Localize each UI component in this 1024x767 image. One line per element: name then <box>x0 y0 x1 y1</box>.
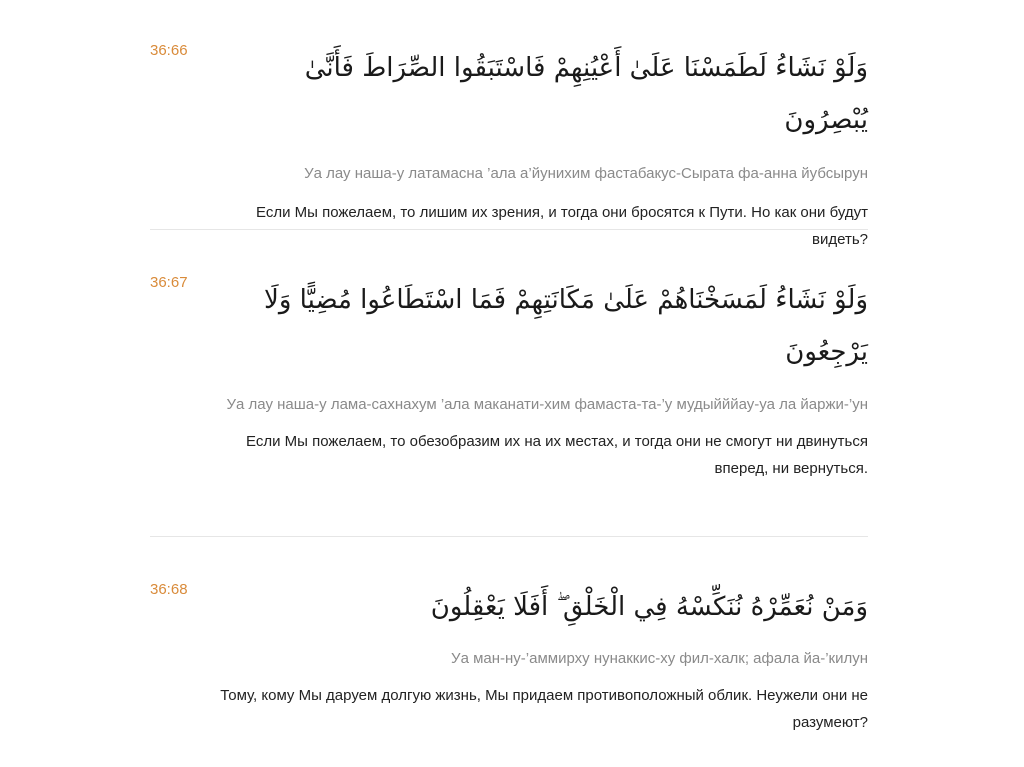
ayah-list <box>150 30 868 736</box>
transliteration-text: Уа лау наша-у латамасна ’ала а’йунихим фастабакус-Сырата фа-анна йубсырун <box>304 165 868 182</box>
transliteration-text: Уа ман-ну-’аммирху нунаккис-ху фил-халк; афала йа-’килун <box>451 650 868 667</box>
arabic-text: وَمَنْ نُعَمِّرْهُ نُنَكِّسْهُ فِي الْخَلْقِ ۖ أَفَلَا يَعْقِلُونَ <box>430 592 868 622</box>
ayah-block <box>150 537 868 736</box>
ayah-block <box>150 30 868 248</box>
translation-text: Если Мы пожелаем, то лишим их зрения, и тогда они бросятся к Пути. Но как они будут видеть? <box>256 204 868 248</box>
arabic-text: وَلَوْ نَشَاءُ لَطَمَسْنَا عَلَىٰ أَعْيُنِهِمْ فَاسْتَبَقُوا الصِّرَاطَ فَأَنَّىٰ يُبْصِرُونَ <box>304 53 868 135</box>
translation-text: Тому, кому Мы даруем долгую жизнь, Мы придаем противоположный облик. Неужели они не разумеют? <box>220 687 868 731</box>
arabic-text: وَلَوْ نَشَاءُ لَمَسَخْنَاهُمْ عَلَىٰ مَكَانَتِهِمْ فَمَا اسْتَطَاعُوا مُضِيًّا وَلَا يَرْجِعُونَ <box>264 285 868 367</box>
transliteration-text: Уа лау наша-у лама-сахнахум ’ала маканати-хим фамаста-та-’у мудыйййау-уа ла йаржи-’ун <box>226 396 868 413</box>
ayah-number[interactable]: 36:68 <box>150 581 188 598</box>
translation-text: Если Мы пожелаем, то обезобразим их на их местах, и тогда они не смогут ни двинуться вперед, ни вернуться. <box>246 433 868 477</box>
ayah-block <box>150 230 868 537</box>
ayah-number[interactable]: 36:67 <box>150 274 188 291</box>
ayah-number[interactable]: 36:66 <box>150 42 188 59</box>
